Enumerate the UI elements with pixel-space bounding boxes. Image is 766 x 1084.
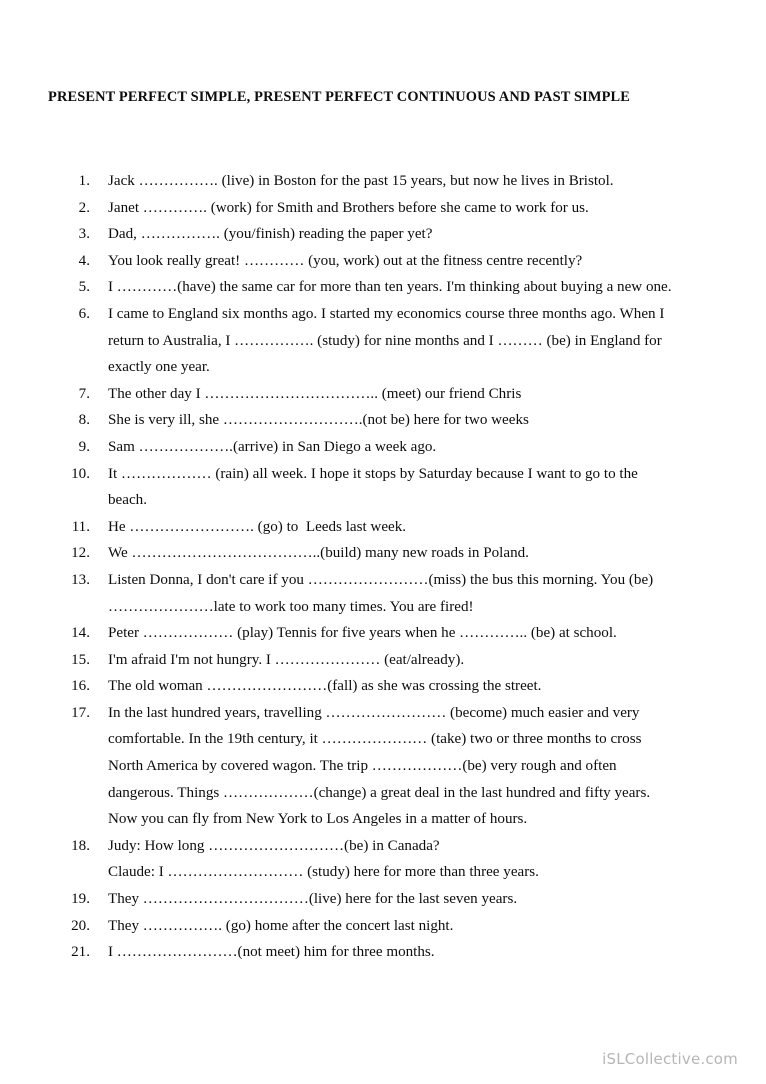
exercise-line: return to Australia, I ……………. (study) for nine months and I ……… (be) in England for bbox=[108, 332, 662, 349]
exercise-line: In the last hundred years, travelling …………………… (become) much easier and very bbox=[108, 704, 640, 721]
exercise-item bbox=[0, 673, 766, 700]
exercise-item bbox=[0, 195, 766, 222]
exercise-number: 17. bbox=[71, 704, 90, 721]
exercise-item bbox=[0, 647, 766, 674]
exercise-number: 19. bbox=[71, 891, 90, 908]
page-title: PRESENT PERFECT SIMPLE, PRESENT PERFECT CONTINUOUS AND PAST SIMPLE bbox=[48, 89, 631, 105]
exercise-line: I …………(have) the same car for more than ten years. I'm thinking about buying a new one. bbox=[108, 279, 672, 296]
exercise-number: 5. bbox=[78, 279, 90, 296]
exercise-number: 13. bbox=[71, 571, 90, 588]
exercise-line: Jack ……………. (live) in Boston for the past 15 years, but now he lives in Bristol. bbox=[108, 173, 614, 189]
exercise-line: Peter ……………… (play) Tennis for five years when he ………….. (be) at school. bbox=[108, 625, 617, 642]
exercise-number: 20. bbox=[71, 917, 90, 934]
exercise-number: 16. bbox=[71, 678, 90, 695]
exercise-item bbox=[0, 407, 766, 434]
exercise-item bbox=[0, 886, 766, 913]
exercise-line: It ……………… (rain) all week. I hope it stops by Saturday because I want to go to the bbox=[108, 465, 638, 482]
exercise-number: 3. bbox=[78, 226, 90, 243]
exercise-number: 4. bbox=[78, 252, 90, 269]
exercise-item bbox=[0, 700, 766, 833]
exercise-item bbox=[0, 461, 766, 514]
exercise-item bbox=[0, 221, 766, 248]
exercise-line: The other day I …………………………….. (meet) our friend Chris bbox=[108, 385, 522, 402]
exercise-line: She is very ill, she ……………………….(not be) here for two weeks bbox=[108, 412, 529, 429]
exercise-item bbox=[0, 248, 766, 275]
exercise-line: You look really great! ………… (you, work) out at the fitness centre recently? bbox=[108, 252, 583, 269]
exercise-item bbox=[0, 620, 766, 647]
exercise-line: comfortable. In the 19th century, it ………………… (take) two or three months to cross bbox=[108, 731, 642, 748]
exercise-item bbox=[0, 168, 766, 195]
exercise-line: I ……………………(not meet) him for three months. bbox=[108, 944, 435, 961]
exercise-number: 12. bbox=[71, 545, 90, 562]
exercise-item bbox=[0, 913, 766, 940]
exercise-item bbox=[0, 833, 766, 886]
exercise-line: dangerous. Things ………………(change) a great deal in the last hundred and fifty years. bbox=[108, 784, 651, 801]
exercise-line: Janet …………. (work) for Smith and Brothers before she came to work for us. bbox=[108, 199, 589, 216]
exercise-number: 11. bbox=[71, 518, 90, 535]
exercise-number: 8. bbox=[78, 412, 90, 429]
exercise-number: 7. bbox=[78, 385, 90, 402]
exercise-line: Judy: How long ………………………(be) in Canada? bbox=[108, 837, 440, 854]
exercise-line: We ………………………………..(build) many new roads in Poland. bbox=[108, 545, 529, 562]
exercise-number: 10. bbox=[71, 465, 90, 482]
footer-brand-watermark: iSLCollective.com bbox=[602, 1050, 738, 1068]
exercise-item bbox=[0, 939, 766, 966]
exercise-line: The old woman ……………………(fall) as she was crossing the street. bbox=[108, 678, 542, 695]
exercise-number: 18. bbox=[71, 837, 90, 854]
exercise-item bbox=[0, 567, 766, 620]
exercise-number: 21. bbox=[71, 944, 90, 961]
exercise-line: North America by covered wagon. The trip ………………(be) very rough and often bbox=[108, 758, 617, 775]
exercise-line: I'm afraid I'm not hungry. I ………………… (eat/already). bbox=[108, 651, 465, 668]
exercise-number: 15. bbox=[71, 651, 90, 668]
exercise-number: 1. bbox=[78, 173, 90, 189]
exercise-line: …………………late to work too many times. You are fired! bbox=[108, 598, 474, 615]
exercise-item bbox=[0, 540, 766, 567]
exercise-item bbox=[0, 514, 766, 541]
exercise-number: 6. bbox=[78, 305, 90, 322]
exercise-list bbox=[0, 168, 766, 966]
exercise-item bbox=[0, 274, 766, 301]
exercise-item bbox=[0, 434, 766, 461]
exercise-number: 9. bbox=[78, 438, 90, 455]
exercise-line: They ……………………………(live) here for the last seven years. bbox=[108, 891, 518, 908]
exercise-line: They ……………. (go) home after the concert last night. bbox=[108, 917, 454, 934]
exercise-line: I came to England six months ago. I started my economics course three months ago. When I bbox=[108, 305, 665, 322]
exercise-item bbox=[0, 381, 766, 408]
exercise-line: Listen Donna, I don't care if you ……………………(miss) the bus this morning. You (be) bbox=[108, 571, 654, 588]
exercise-line: Claude: I ……………………… (study) here for more than three years. bbox=[108, 864, 539, 881]
exercise-number: 14. bbox=[71, 625, 90, 642]
exercise-line: Sam ……………….(arrive) in San Diego a week ago. bbox=[108, 438, 437, 455]
exercise-number: 2. bbox=[78, 199, 90, 216]
exercise-line: He ……………………. (go) to Leeds last week. bbox=[108, 518, 407, 535]
exercise-line: Dad, ……………. (you/finish) reading the paper yet? bbox=[108, 226, 433, 243]
exercise-item bbox=[0, 301, 766, 381]
exercise-line: beach. bbox=[108, 492, 147, 509]
exercise-line: Now you can fly from New York to Los Angeles in a matter of hours. bbox=[108, 811, 528, 828]
exercise-line: exactly one year. bbox=[108, 359, 210, 376]
